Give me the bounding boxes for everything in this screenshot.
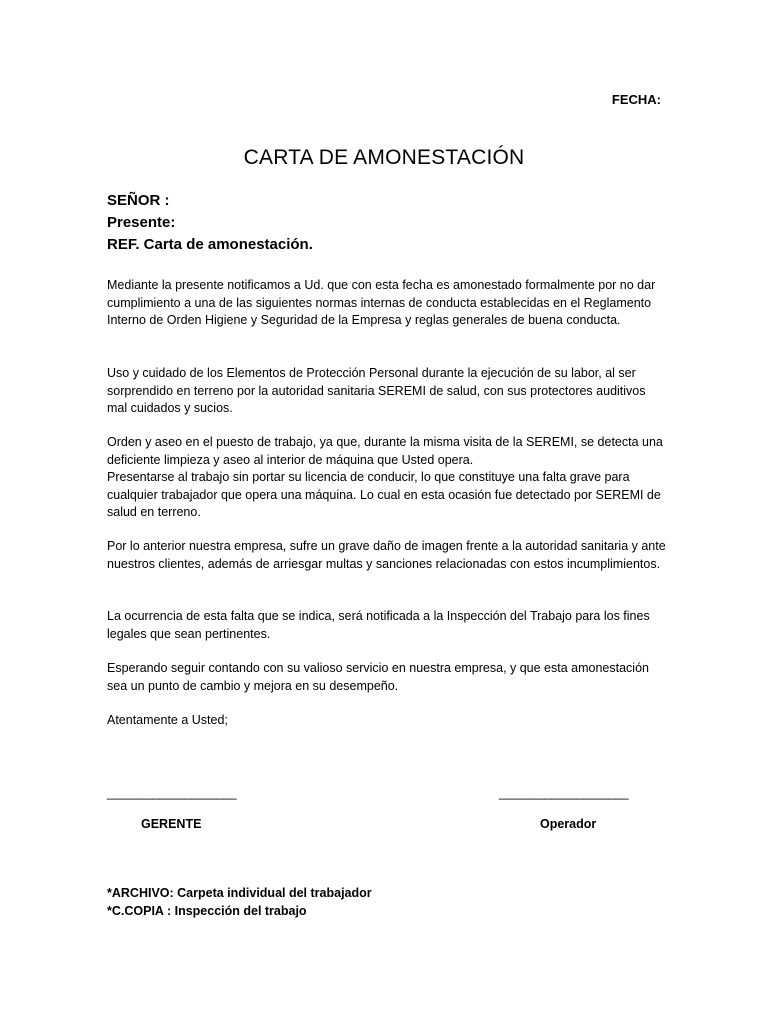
reference-line: REF. Carta de amonestación. bbox=[107, 236, 313, 253]
paragraph-text: Esperando seguir contando con su valioso servicio en nuestra empresa, y que esta amonestación sea un punto de cambio y mejora en su desempeño. bbox=[107, 661, 649, 693]
body-paragraph-3 bbox=[107, 434, 667, 522]
recipient-presente: Presente: bbox=[107, 214, 176, 231]
paragraph-text: Mediante la presente notificamos a Ud. que con esta fecha es amonestado formalmente por no dar cumplimiento a una de las siguientes normas internas de conducta establecidas en el Reglamento Interno de Orden Higiene y Seguridad de la Empresa y reglas generales de buena conducta. bbox=[107, 278, 656, 327]
recipient-senor: SEÑOR : bbox=[107, 192, 170, 209]
paragraph-text: Orden y aseo en el puesto de trabajo, ya que, durante la misma visita de la SEREMI, se detecta una deficiente limpieza y aseo al interior de máquina que Usted opera. bbox=[107, 435, 663, 467]
body-paragraph-6 bbox=[107, 660, 667, 695]
paragraph-text: La ocurrencia de esta falta que se indica, será notificada a la Inspección del Trabajo para los fines legales que sean pertinentes. bbox=[107, 609, 650, 641]
paragraph-text: Presentarse al trabajo sin portar su licencia de conducir, lo que constituye una falta grave para cualquier trabajador que opera una máquina. Lo cual en esta ocasión fue detectado por SEREMI de salud en terreno. bbox=[107, 470, 661, 519]
paragraph-text: Uso y cuidado de los Elementos de Protección Personal durante la ejecución de su labor, al ser sorprendido en terreno por la autoridad sanitaria SEREMI de salud, con sus protectores auditivos mal cuidados y sucios. bbox=[107, 366, 646, 415]
body-paragraph-2 bbox=[107, 365, 667, 418]
body-paragraph-4 bbox=[107, 538, 667, 573]
paragraph-text: Por lo anterior nuestra empresa, sufre un grave daño de imagen frente a la autoridad sanitaria y ante nuestros clientes, además de arriesgar multas y sanciones relacionadas con estos incumplimientos. bbox=[107, 539, 666, 571]
letter-title: CARTA DE AMONESTACIÓN bbox=[243, 146, 525, 169]
body-paragraph-5 bbox=[107, 608, 667, 643]
signature-line-gerente: ____________________ bbox=[107, 786, 237, 800]
date-label: FECHA: bbox=[611, 92, 661, 107]
signature-label-gerente: GERENTE bbox=[141, 817, 202, 831]
signature-label-operador: Operador bbox=[540, 817, 597, 831]
closing-text: Atentamente a Usted; bbox=[107, 713, 228, 727]
footer-copia: *C.COPIA : Inspección del trabajo bbox=[107, 904, 307, 918]
body-paragraph-1 bbox=[107, 277, 667, 330]
footer-archivo: *ARCHIVO: Carpeta individual del trabajador bbox=[107, 886, 372, 900]
signature-line-operador: ____________________ bbox=[499, 786, 629, 800]
closing-line bbox=[107, 712, 667, 730]
